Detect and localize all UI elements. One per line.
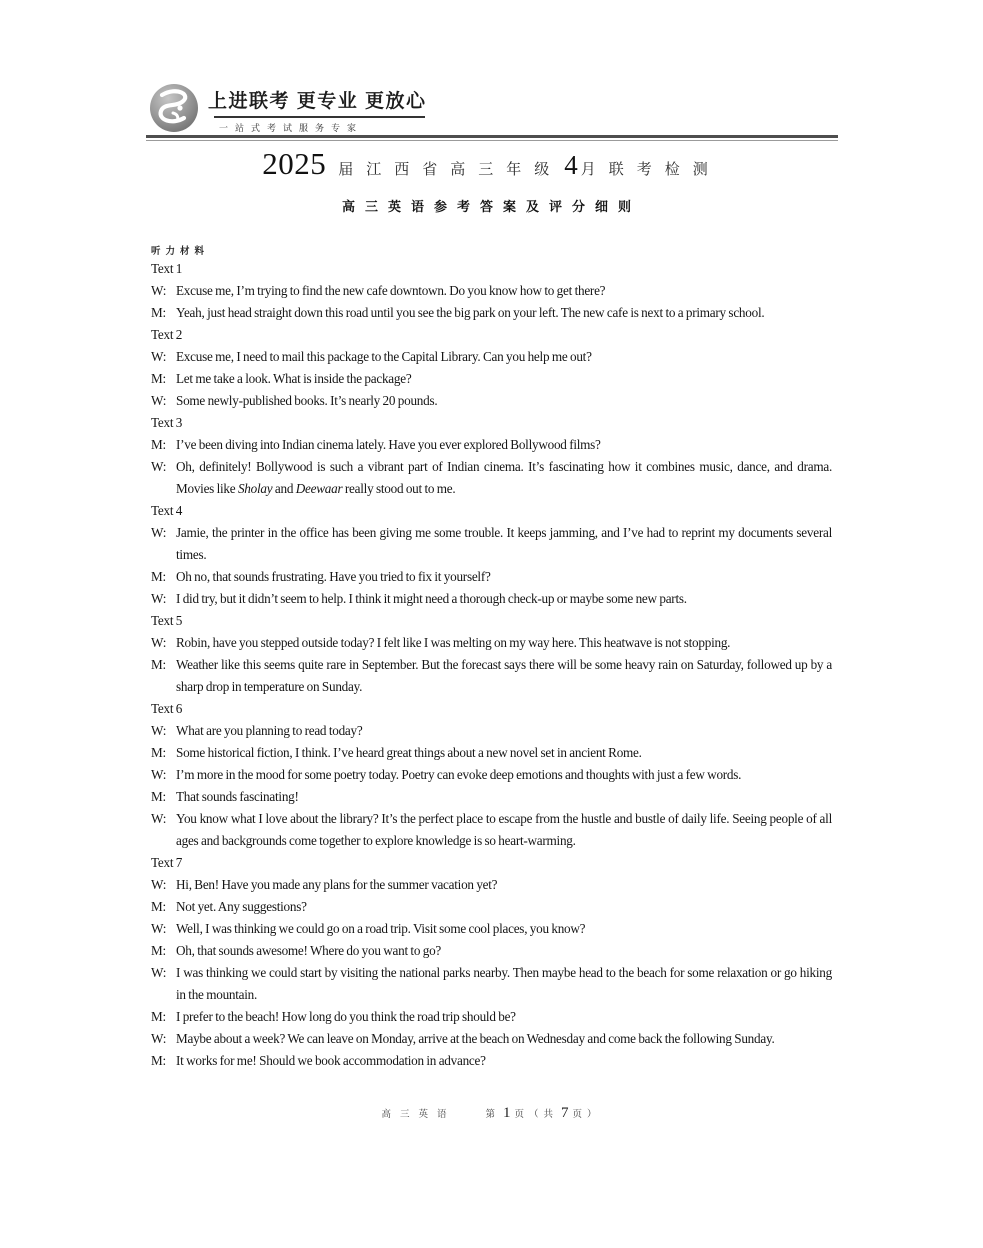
speaker-label: W: [151,811,167,826]
footer-page-mid: 页（共 [514,1110,559,1120]
dialogue-text: Well, I was thinking we could go on a road trip. Visit some cool places, you know? [176,921,586,936]
speaker-label: M: [151,657,166,672]
dialogue-text: I’m more in the mood for some poetry today. Poetry can evoke deep emotions and thoughts with just a few words. [176,767,742,782]
dialogue-text: I did try, but it didn’t seem to help. I think it might need a thorough check-up or maybe some new parts. [176,591,687,606]
speaker-label: W: [151,283,167,298]
text-section-label: Text 3 [151,415,183,430]
dialogue-line [151,1006,832,1028]
dialogue-text: Not yet. Any suggestions? [176,899,307,914]
dialogue-text: Excuse me, I’m trying to find the new cafe downtown. Do you know how to get there? [176,283,606,298]
speaker-label: M: [151,371,166,386]
dialogue-line [151,962,832,1006]
dialogue-line [151,918,832,940]
dialogue-text: really stood out to me. [342,481,456,496]
brand-divider [214,116,425,118]
brand-tagline: 一站式考试服务专家 [219,123,364,133]
footer-page-prefix: 第 [485,1110,500,1120]
speaker-label: W: [151,459,167,474]
dialogue-text: I was thinking we could start by visiting the national parks nearby. Then maybe head to the beach for some relaxation or go hiking in the mountain. [176,965,832,1002]
dialogue-line [151,940,832,962]
speaker-label: W: [151,767,167,782]
dialogue-line [151,280,832,302]
speaker-label: M: [151,1053,166,1068]
dialogue-line [151,390,832,412]
dialogue-line [151,808,832,852]
dialogue-text: and [272,481,296,496]
dialogue-text: Robin, have you stepped outside today? I felt like I was melting on my way here. This heatwave is not stopping. [176,635,731,650]
speaker-label: M: [151,745,166,760]
dialogue-line [151,1028,832,1050]
exam-year: 2025 [262,146,327,181]
listening-material-label: 听力材料 [151,246,210,257]
exam-month: 4 [564,150,578,180]
dialogue-text: I prefer to the beach! How long do you think the road trip should be? [176,1009,516,1024]
speaker-label: M: [151,1009,166,1024]
dialogue-text: Let me take a look. What is inside the package? [176,371,412,386]
movie-title-italic: Sholay [237,481,273,496]
dialogue-line [151,632,832,654]
dialogue-line [151,896,832,918]
speaker-label: W: [151,877,167,892]
page-footer [0,1105,983,1122]
dialogue-text: Some newly-published books. It’s nearly 20 pounds. [176,393,438,408]
brand-header [149,83,427,134]
speaker-label: W: [151,921,167,936]
dialogue-text: I’ve been diving into Indian cinema lately. Have you ever explored Bollywood films? [176,437,601,452]
header-double-rule [146,135,838,141]
speaker-label: W: [151,525,167,540]
dialogue-line [151,368,832,390]
footer-course: 高三英语 [381,1110,456,1120]
dialogue-line [151,522,832,566]
dialogue-text: You know what I love about the library? It’s the perfect place to escape from the hustle and bustle of daily life. Seeing people of all ages and backgrounds come together to explore knowledge is so heart-warming. [176,811,832,848]
dialogue-text: Jamie, the printer in the office has been giving me some trouble. It keeps jamming, and I’ve had to reprint my documents several times. [176,525,832,562]
dialogue-text: Oh, definitely! Bollywood is such a vibrant part of Indian cinema. It’s fascinating how it combines music, dance, and drama. Movies like [176,459,832,496]
speaker-label: M: [151,943,166,958]
dialogue-line [151,874,832,896]
listening-transcript [151,258,832,1072]
dialogue-line [151,742,832,764]
dialogue-text: What are you planning to read today? [176,723,363,738]
dialogue-text: Oh, that sounds awesome! Where do you want to go? [176,943,442,958]
speaker-label: W: [151,591,167,606]
dialogue-line [151,1050,832,1072]
text-section-label: Text 7 [151,855,183,870]
footer-page-number: 1 [503,1105,512,1121]
dialogue-line [151,588,832,610]
exam-title-segment1: 届江西省高三年级 [338,162,563,178]
speaker-label: W: [151,723,167,738]
dialogue-text: Weather like this seems quite rare in September. But the forecast says there will be some heavy rain on Saturday, followed up by a sharp drop in temperature on Sunday. [176,657,832,694]
dialogue-line [151,566,832,588]
dialogue-line [151,434,832,456]
dialogue-line [151,654,832,698]
speaker-label: M: [151,569,166,584]
dialogue-line [151,764,832,786]
dialogue-text: Some historical fiction, I think. I’ve heard great things about a new novel set in ancient Rome. [176,745,642,760]
text-section-label: Text 2 [151,327,183,342]
dialogue-line [151,346,832,368]
dialogue-text: Oh no, that sounds frustrating. Have you tried to fix it yourself? [176,569,491,584]
speaker-label: M: [151,899,166,914]
brand-text-block [208,83,427,134]
footer-total-pages: 7 [561,1105,570,1121]
exam-title [0,146,983,182]
text-section-label: Text 5 [151,613,183,628]
dialogue-line [151,456,832,500]
shangjin-logo-icon [149,83,199,133]
speaker-label: M: [151,305,166,320]
dialogue-line [151,786,832,808]
speaker-label: W: [151,965,167,980]
text-section-label: Text 1 [151,261,183,276]
dialogue-text: Excuse me, I need to mail this package to the Capital Library. Can you help me out? [176,349,592,364]
speaker-label: W: [151,635,167,650]
text-section-label: Text 6 [151,701,183,716]
dialogue-text: Yeah, just head straight down this road until you see the big park on your left. The new cafe is next to a primary school. [176,305,765,320]
speaker-label: W: [151,349,167,364]
brand-slogan: 上进联考 更专业 更放心 [208,91,427,112]
movie-title-italic: Deewaar [295,481,343,496]
dialogue-text: It works for me! Should we book accommodation in advance? [176,1053,486,1068]
dialogue-line [151,302,832,324]
footer-page-suffix: 页） [572,1110,602,1120]
speaker-label: W: [151,393,167,408]
speaker-label: M: [151,437,166,452]
dialogue-text: That sounds fascinating! [176,789,299,804]
speaker-label: M: [151,789,166,804]
dialogue-line [151,720,832,742]
dialogue-text: Maybe about a week? We can leave on Monday, arrive at the beach on Wednesday and come back the following Sunday. [176,1031,775,1046]
exam-subtitle: 高三英语参考答案及评分细则 [341,199,641,214]
speaker-label: W: [151,1031,167,1046]
text-section-label: Text 4 [151,503,183,518]
exam-title-segment2: 月联考检测 [580,162,721,178]
dialogue-text: Hi, Ben! Have you made any plans for the summer vacation yet? [176,877,498,892]
